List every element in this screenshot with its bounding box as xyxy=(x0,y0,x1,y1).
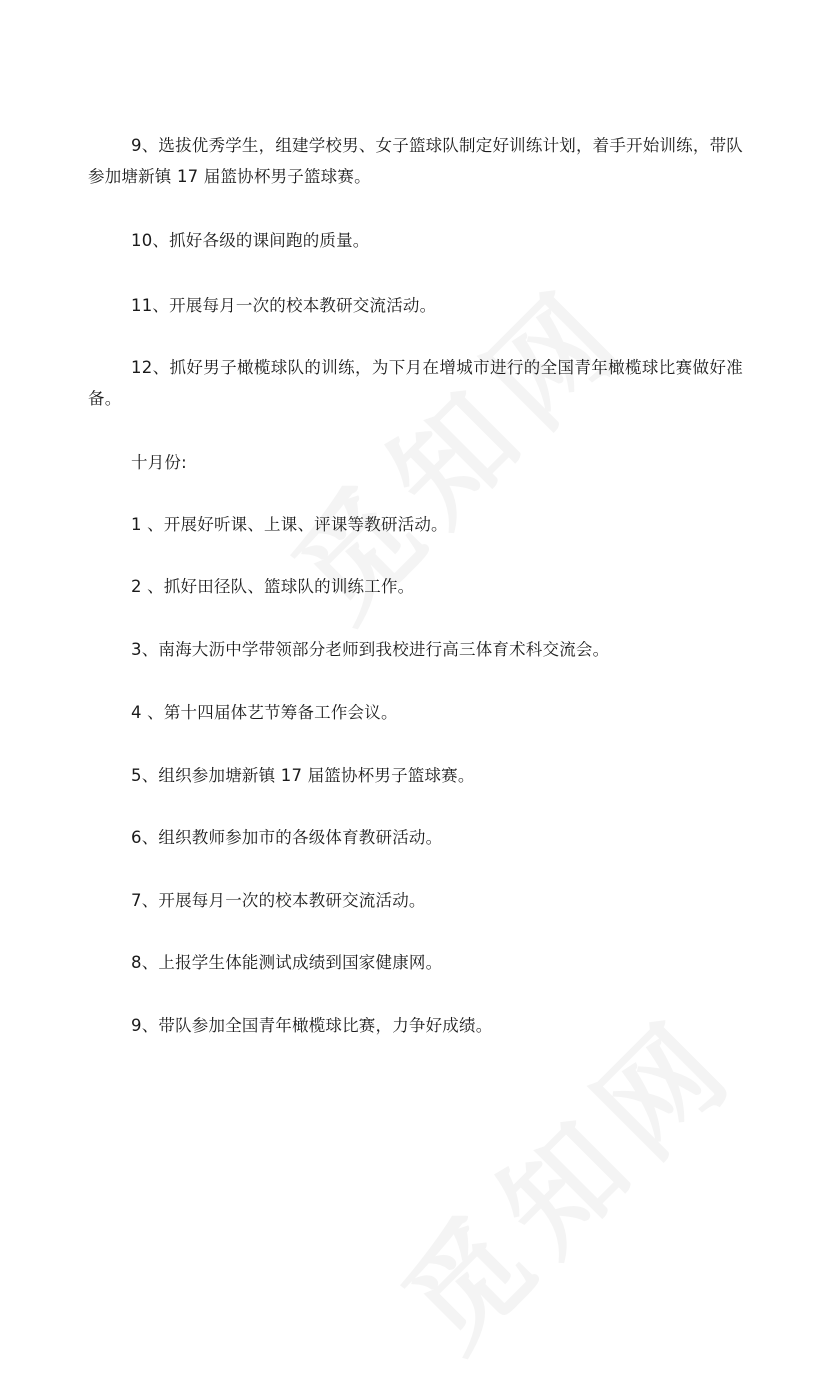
paragraph-item-11-teaching-research: 11、开展每月一次的校本教研交流活动。 xyxy=(131,296,437,315)
paragraph-oct-item-9: 9、带队参加全国青年橄榄球比赛，力争好成绩。 xyxy=(131,1016,493,1035)
paragraph-item-9-basketball-team: 9、选拔优秀学生，组建学校男、女子篮球队制定好训练计划，着手开始训练，带队参加塘新镇 17 届篮协杯男子篮球赛。 xyxy=(88,136,743,186)
paragraph-oct-item-5: 5、组织参加塘新镇 17 届篮协杯男子篮球赛。 xyxy=(131,766,475,785)
paragraph-item-10-running-quality: 10、抓好各级的课间跑的质量。 xyxy=(131,231,370,250)
paragraph-item-12-rugby-training: 12、抓好男子橄榄球队的训练，为下月在增城市进行的全国青年橄榄球比赛做好准备。 xyxy=(88,358,743,408)
paragraph-oct-item-4: 4 、第十四届体艺节筹备工作会议。 xyxy=(131,703,398,722)
paragraph-oct-item-8: 8、上报学生体能测试成绩到国家健康网。 xyxy=(131,953,443,972)
paragraph-oct-item-2: 2 、抓好田径队、篮球队的训练工作。 xyxy=(131,577,415,596)
paragraph-oct-item-1: 1 、开展好听课、上课、评课等教研活动。 xyxy=(131,515,448,534)
paragraph-oct-item-6: 6、组织教师参加市的各级体育教研活动。 xyxy=(131,828,443,847)
section-heading-october: 十月份: xyxy=(131,453,187,472)
paragraph-oct-item-3: 3、南海大沥中学带领部分老师到我校进行高三体育术科交流会。 xyxy=(131,640,610,659)
paragraph-oct-item-7: 7、开展每月一次的校本教研交流活动。 xyxy=(131,891,426,910)
